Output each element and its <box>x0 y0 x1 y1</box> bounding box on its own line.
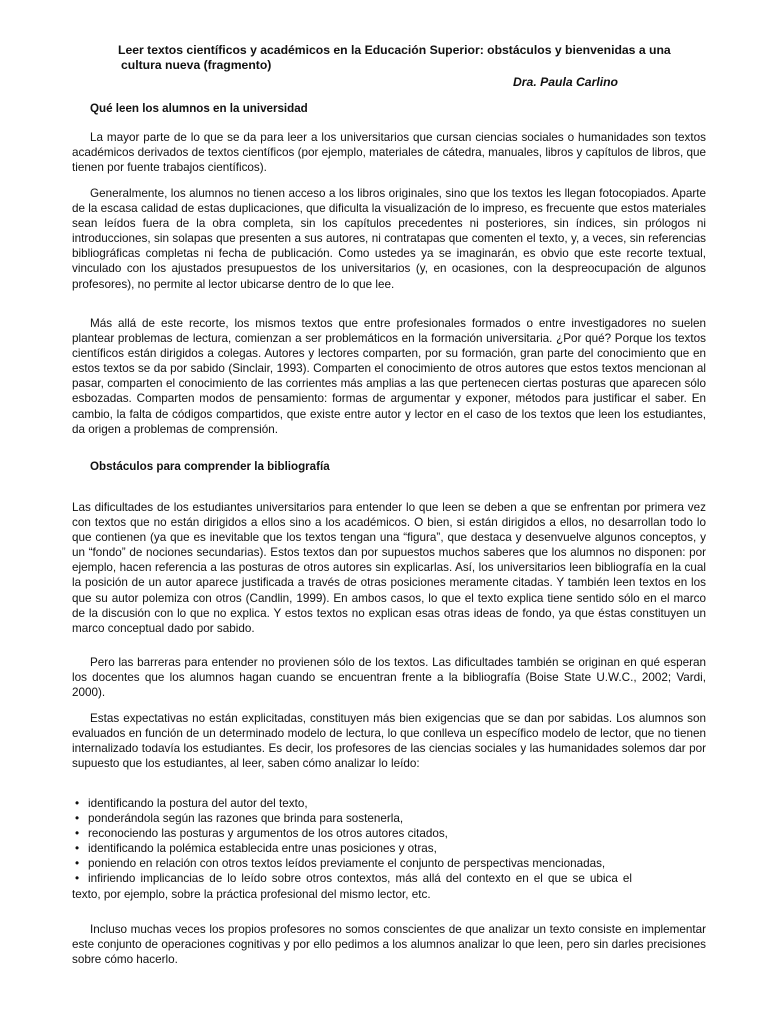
list-item: • poniendo en relación con otros textos leídos previamente el conjunto de perspectivas mencionadas, <box>72 856 632 871</box>
section-heading-1: Qué leen los alumnos en la universidad <box>90 102 308 115</box>
closing-paragraph: Incluso muchas veces los propios profesores no somos conscientes de que analizar un texto consiste en implementar este conjunto de operaciones cognitivas y por ello pedimos a los alumnos analizar lo que leen, pero sin darles precisiones sobre cómo hacerlo. <box>72 923 706 967</box>
author-name: Dra. Paula Carlino <box>513 75 618 89</box>
title-line-2: cultura nueva (fragmento) <box>121 57 272 72</box>
list-item: • reconociendo las posturas y argumentos de los otros autores citados, <box>72 826 632 841</box>
section-heading-2: Obstáculos para comprender la bibliografía <box>90 460 330 473</box>
title-line-1: Leer textos científicos y académicos en la Educación Superior: obstáculos y bienvenidas a una <box>118 43 671 57</box>
paragraph-2: Generalmente, los alumnos no tienen acceso a los libros originales, sino que los textos les llegan fotocopiados. Aparte de la escasa calidad de estas duplicaciones, que dificulta la visualización de lo impreso, es frecuente que estos materiales sean leídos fuera de la obra completa, sin los capítulos precedentes ni posteriores, sin índices, sin prólogos ni introducciones, sin solapas que presenten a sus autores, ni contratapas que comenten el texto, y, a veces, sin referencias bibliográficas completas ni fecha de publicación. Como ustedes ya se imaginarán, es obvio que este recorte textual, vinculado con los ajustados presupuestos de los universitarios (y, en ocasiones, con la despreocupación de algunos profesores), no permite al lector ubicarse dentro de lo que lee. <box>72 187 706 291</box>
list-item: • infiriendo implicancias de lo leído sobre otros contextos, más allá del contexto en el que se ubica el texto, por ejemplo, sobre la práctica profesional del mismo lector, etc. <box>72 871 632 901</box>
list-item: • ponderándola según las razones que brinda para sostenerla, <box>72 811 632 826</box>
list-item: • identificando la polémica establecida entre unas posiciones y otras, <box>72 841 632 856</box>
document-title <box>118 43 718 72</box>
analysis-list <box>72 796 632 902</box>
paragraph-3: Más allá de este recorte, los mismos textos que entre profesionales formados o entre investigadores no suelen plantear problemas de lectura, comienzan a ser problemáticos en la formación universitaria. ¿Por qué? Porque los textos científicos están dirigidos a colegas. Autores y lectores comparten, por su formación, gran parte del conocimiento que en estos textos se da por sabido (Sinclair, 1993). Comparten el conocimiento de otros autores que estos textos mencionan al pasar, comparten el conocimiento de las corrientes más amplias a las que pertenecen ciertas posturas que aparecen sólo esbozadas. Comparten modos de pensamiento: formas de argumentar y exponer, métodos para justificar el saber. En cambio, la falta de códigos compartidos, que existe entre autor y lector en el caso de los textos que leen los estudiantes, da origen a problemas de comprensión. <box>72 317 706 436</box>
paragraph-5: Pero las barreras para entender no provienen sólo de los textos. Las dificultades también se originan en qué esperan los docentes que los alumnos hagan cuando se encuentran frente a la bibliografía (Boise State U.W.C., 2002; Vardi, 2000). <box>72 656 706 700</box>
list-item: • identificando la postura del autor del texto, <box>72 796 632 811</box>
paragraph-6: Estas expectativas no están explicitadas, constituyen más bien exigencias que se dan por sabidas. Los alumnos son evaluados en función de un determinado modelo de lectura, lo que conlleva un específico modelo de lector, que no tienen internalizado todavía los estudiantes. Es decir, los profesores de las ciencias sociales y las humanidades solemos dar por supuesto que los estudiantes, al leer, saben cómo analizar lo leído: <box>72 712 706 771</box>
paragraph-4: Las dificultades de los estudiantes universitarios para entender lo que leen se deben a que se enfrentan por primera vez con textos que no están dirigidos a ellos sino a los académicos. O bien, si están dirigidos a ellos, no desarrollan todo lo que contienen (ya que es inevitable que los textos tengan una “figura”, que destaca y desenvuelve algunos conceptos, y un “fondo” de nociones secundarias). Estos textos dan por supuestos muchos saberes que los alumnos no disponen: por ejemplo, hacen referencia a las posturas de otros autores sin explicarlas. Así, los universitarios leen bibliografía en la cual la posición de un autor aparece justificada a través de otras posiciones meramente citadas. Y también leen textos en los que su autor polemiza con otros (Candlin, 1999). En ambos casos, lo que el texto explica tiene sentido sólo en el marco de la discusión con lo que no explica. Y estos textos no explican esas otras ideas de fondo, ya que éstas constituyen un marco conceptual dado por sabido. <box>72 501 706 635</box>
paragraph-1: La mayor parte de lo que se da para leer a los universitarios que cursan ciencias sociales o humanidades son textos académicos derivados de textos científicos (por ejemplo, materiales de cátedra, manuales, libros y capítulos de libros, que tienen por fuente trabajos científicos). <box>72 131 706 175</box>
